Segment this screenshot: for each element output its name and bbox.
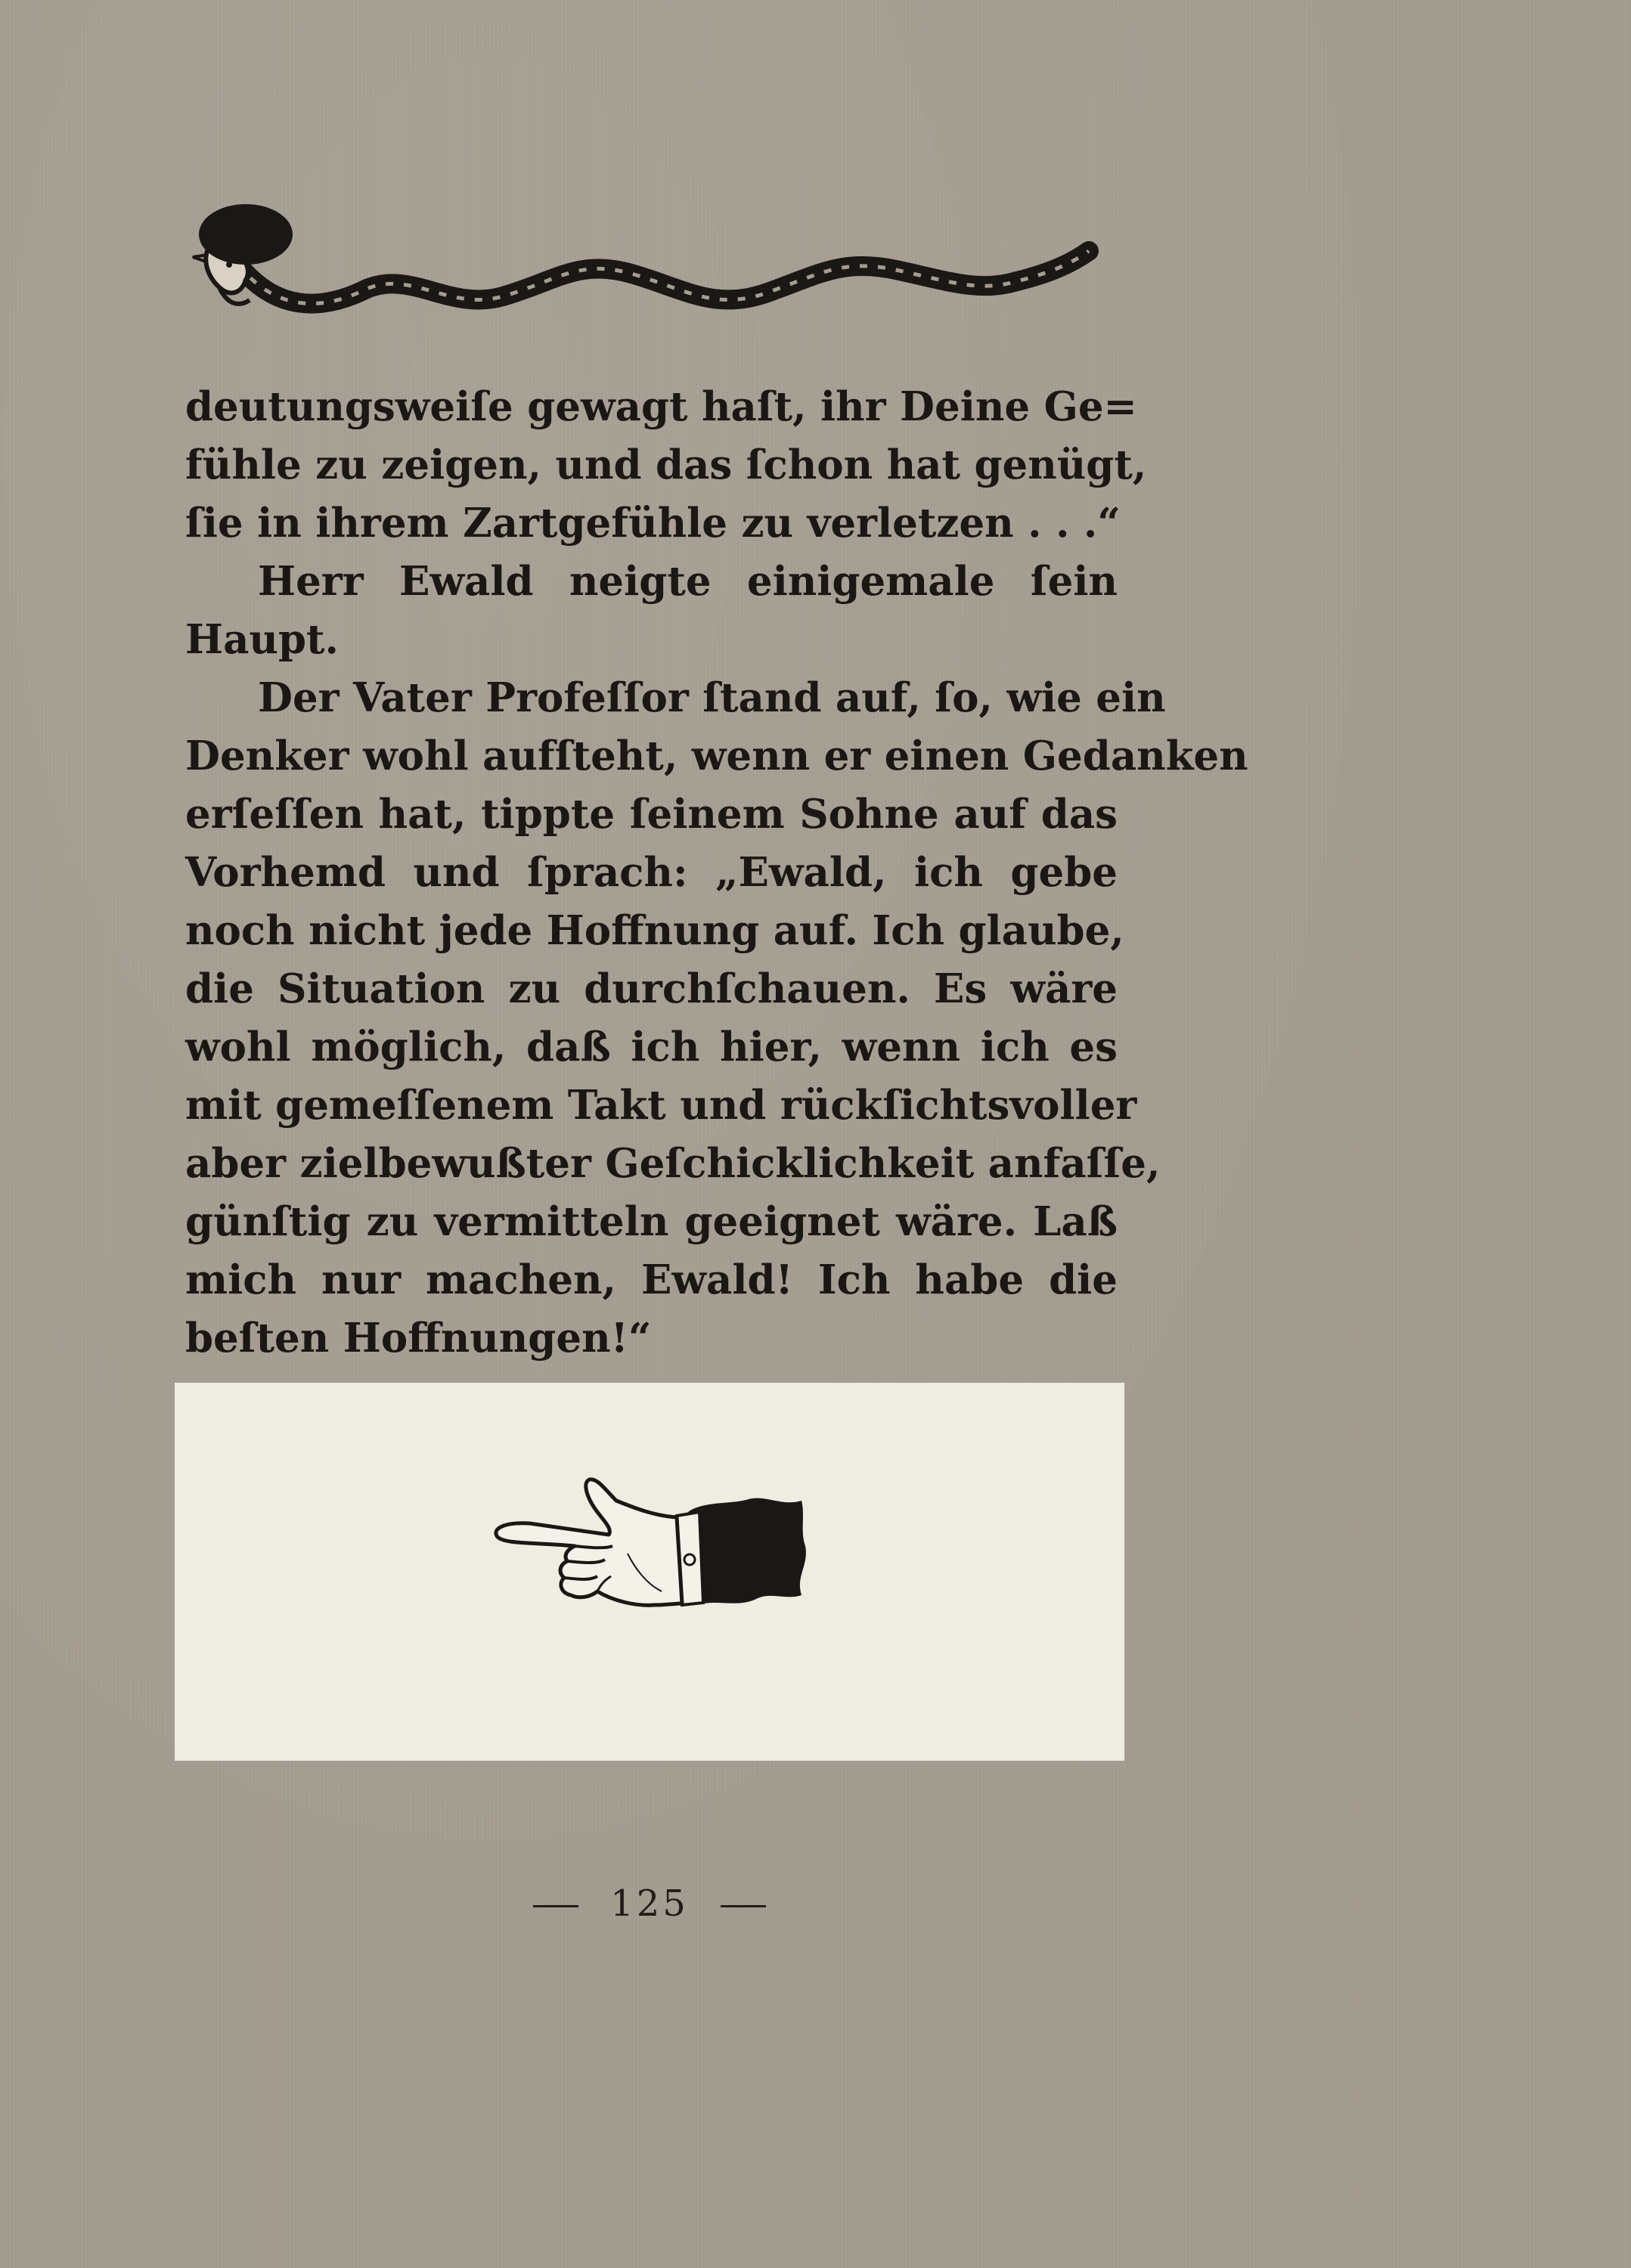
text-line: Haupt. [185, 616, 339, 663]
text-line: Vorhemd und ſprach: „Ewald, ich gebe [185, 849, 1118, 896]
snake-ornament-icon [185, 198, 1093, 330]
text-line: ſie in ihrem Zartgefühle zu verletzen . . .“ [185, 500, 1121, 547]
text-line: aber zielbewußter Geſchicklichkeit anfaſſe, [185, 1140, 1161, 1187]
text-line: mit gemeſſenem Takt und rückſichtsvoller [185, 1082, 1137, 1129]
body-text [185, 378, 1248, 1368]
page-number [0, 1882, 1299, 1925]
text-line: Der Vater Profeſſor ſtand auf, ſo, wie ein [258, 674, 1166, 721]
text-line: erſeſſen hat, tippte ſeinem Sohne auf das [185, 791, 1118, 838]
text-line: fühle zu zeigen, und das ſchon hat genügt, [185, 442, 1147, 488]
folio-dash-left [533, 1905, 578, 1907]
text-line: wohl möglich, daß ich hier, wenn ich es [185, 1024, 1118, 1070]
text-line: beſten Hoffnungen!“ [185, 1315, 652, 1362]
folio-dash-right [721, 1905, 766, 1907]
paragraph-3 [185, 669, 1248, 1368]
text-line: günſtig zu vermitteln geeignet wäre. Laß [185, 1198, 1118, 1245]
text-line: noch nicht jede Hoffnung auf. Ich glaube, [185, 907, 1124, 954]
pointing-hand-icon [484, 1470, 817, 1633]
paragraph-1 [185, 378, 1147, 553]
text-line: deutungsweiſe gewagt haſt, ihr Deine Ge= [185, 383, 1137, 430]
text-line: Herr Ewald neigte einigemale ſein [258, 558, 1118, 605]
text-line: mich nur machen, Ewald! Ich habe die [185, 1256, 1118, 1303]
page-number-text: 125 [610, 1882, 689, 1925]
text-line: Denker wohl aufſteht, wenn er einen Gedanken [185, 733, 1248, 779]
paragraph-2 [185, 553, 1118, 669]
text-line: die Situation zu durchſchauen. Es wäre [185, 965, 1118, 1012]
